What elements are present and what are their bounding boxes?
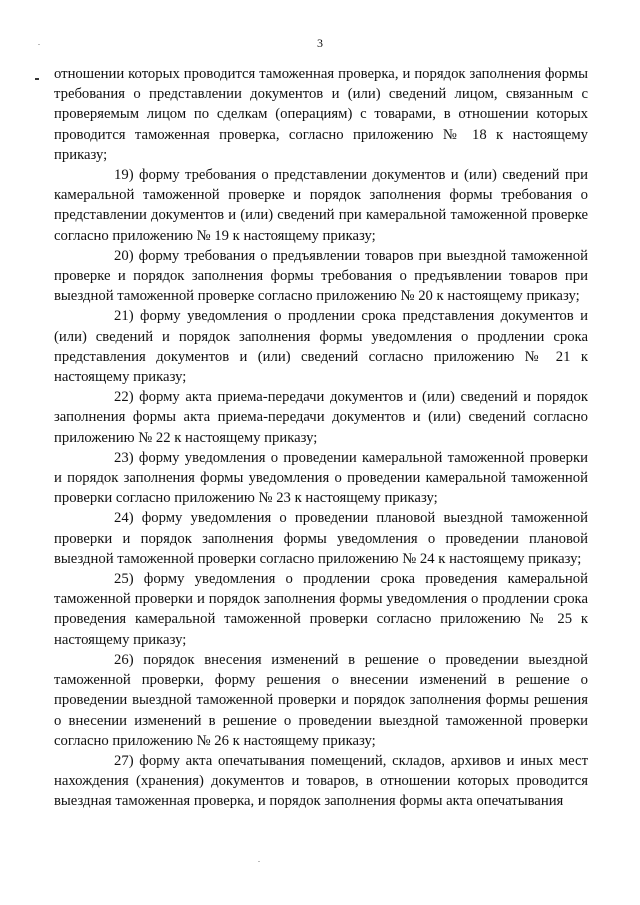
scan-speck <box>258 861 260 862</box>
paragraph-item-27: 27) форму акта опечатывания помещений, складов, архивов и иных мест нахождения (хранения) документов и товаров, в отношении которых проводится выездная таможенная проверка, и порядок заполнения формы акта опечатывания <box>54 752 588 810</box>
scan-margin-mark <box>35 78 39 80</box>
paragraph-item-24: 24) форму уведомления о проведении плановой выездной таможенной проверки и порядок заполнения формы уведомления о проведении плановой выездной таможенной проверки согласно приложению № 24 к настоящему приказу; <box>54 510 588 567</box>
paragraph-item-22: 22) форму акта приема-передачи документов и (или) сведений и порядок заполнения формы акта приема-передачи документов и (или) сведений согласно приложению № 22 к настоящему приказу; <box>54 389 588 446</box>
document-body <box>54 64 588 812</box>
paragraph-continuation: отношении которых проводится таможенная проверка, и порядок заполнения формы требования о представлении документов и (или) сведений лицом, связанным с проверяемым лицом по сделкам (операциям) с товарами, в отношении которых проводится таможенная проверка, согласно приложению № 18 к настоящему приказу; <box>54 66 588 163</box>
paragraph-item-26: 26) порядок внесения изменений в решение о проведении выездной таможенной проверки, форму решения о внесении изменений в решение о проведении выездной таможенной проверки и порядок заполнения формы решения о внесении изменений в решение о проведении выездной таможенной проверки согласно приложению № 26 к настоящему приказу; <box>54 651 588 749</box>
paragraph-item-25: 25) форму уведомления о продлении срока проведения камеральной таможенной проверки и порядок заполнения формы уведомления о продлении срока проведения камеральной таможенной проверки согласно приложению № 25 к настоящему приказу; <box>54 571 588 648</box>
paragraph-item-23: 23) форму уведомления о проведении камеральной таможенной проверки и порядок заполнения формы уведомления о проведении камеральной таможенной проверки согласно приложению № 23 к настоящему приказу; <box>54 449 588 507</box>
paragraph-item-20: 20) форму требования о предъявлении товаров при выездной таможенной проверке и порядок заполнения формы требования о предъявлении товаров при выездной таможенной проверке согласно приложению № 20 к настоящему приказу; <box>54 247 588 305</box>
paragraph-item-21: 21) форму уведомления о продлении срока представления документов и (или) сведений и порядок заполнения формы уведомления о продлении срока представления документов и (или) сведений согласно приложению № 21 к настоящему приказу; <box>54 308 588 386</box>
paragraph-item-19: 19) форму требования о представлении документов и (или) сведений при камеральной таможенной проверке и порядок заполнения формы требования о представлении документов и (или) сведений при камеральной таможенной проверке согласно приложению № 19 к настоящему приказу; <box>54 167 588 244</box>
page-number: 3 <box>317 36 323 50</box>
